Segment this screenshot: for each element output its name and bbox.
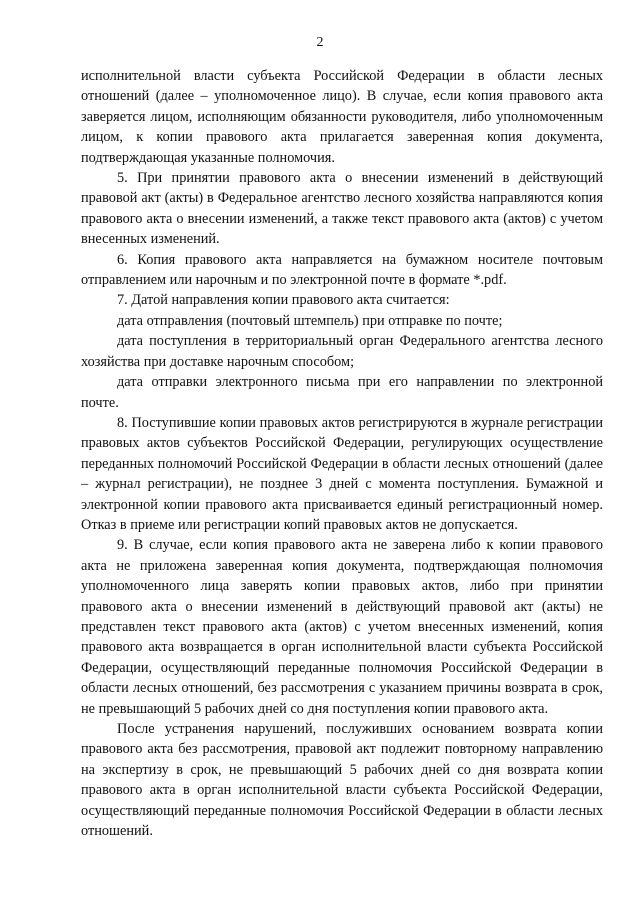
- paragraph-item-6: 6. Копия правового акта направляется на бумажном носителе почтовым отправлением или нарочным и по электронной почте в формате *.pdf.: [81, 251, 603, 289]
- paragraph-item-7-postal: дата отправления (почтовый штемпель) при отправке по почте;: [117, 312, 503, 329]
- page-number: 2: [316, 35, 324, 50]
- paragraph-item-8: 8. Поступившие копии правовых актов регистрируются в журнале регистрации правовых актов субъектов Российской Федерации, регулирующих осуществление переданных полномочий Российской Федерации в области лесных отношений (далее – журнал регистрации), не позднее 3 дней с момента поступления. Бумажной и электронной копии правового акта присваивается единый регистрационный номер. Отказ в приеме или регистрации копий правовых актов не допускается.: [81, 414, 603, 533]
- paragraph-item-5: 5. При принятии правового акта о внесении изменений в действующий правовой акт (акты) в Федеральное агентство лесного хозяйства направляются копия правового акта о внесении изменений, а также текст правового акта (актов) с учетом внесенных изменений.: [81, 170, 603, 248]
- paragraph-item-9: 9. В случае, если копия правового акта не заверена либо к копии правового акта не приложена заверенная копия документа, подтверждающая полномочия уполномоченного лица заверять копии правовых актов, либо при принятии правового акта о внесении изменений в действующий правовой акт (акты) не представлен текст правового акта (актов) с учетом внесенных изменений, копия правового акта возвращается в орган исполнительной власти субъекта Российской Федерации, осуществляющий переданные полномочия Российской Федерации в области лесных отношений, без рассмотрения с указанием причины возврата в срок, не превышающий 5 рабочих дней со дня поступления копии правового акта.: [81, 537, 603, 717]
- paragraph-continuation: исполнительной власти субъекта Российской Федерации в области лесных отношений (далее – уполномоченное лицо). В случае, если копия правового акта заверяется лицом, исполняющим обязанности руководителя, либо уполномоченным лицом, к копии правового акта прилагается заверенная копия документа, подтверждающая указанные полномочия.: [81, 68, 603, 166]
- document-body: [81, 66, 603, 841]
- paragraph-item-7-email: дата отправки электронного письма при его направлении по электронной почте.: [81, 374, 603, 411]
- paragraph-item-7: 7. Датой направления копии правового акта считается:: [117, 292, 450, 309]
- paragraph-after-corrections: После устранения нарушений, послуживших основанием возврата копии правового акта без рассмотрения, правовой акт подлежит повторному направлению на экспертизу в срок, не превышающий 5 рабочих дней со дня возврата копии правового акта в орган исполнительной власти субъекта Российской Федерации, осуществляющий переданные полномочия Российской Федерации в области лесных отношений.: [81, 721, 603, 840]
- paragraph-item-7-courier: дата поступления в территориальный орган Федерального агентства лесного хозяйства при доставке нарочным способом;: [81, 333, 603, 370]
